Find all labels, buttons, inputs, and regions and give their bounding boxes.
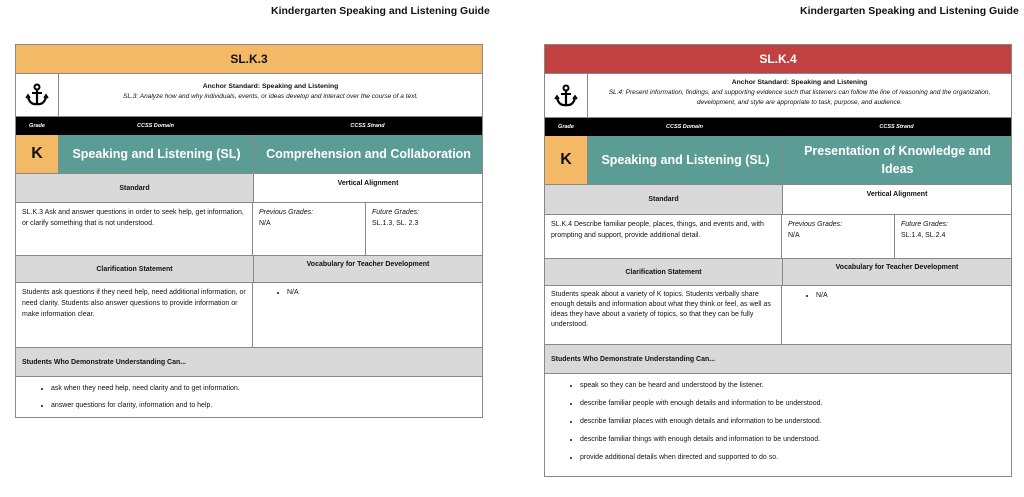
clarification-content-row bbox=[545, 286, 1011, 345]
clarification-content-row bbox=[16, 283, 482, 348]
domain-header: CCSS Domain bbox=[666, 124, 703, 130]
strand-header: CCSS Strand bbox=[350, 123, 385, 129]
standard-code: SL.K.4 bbox=[545, 45, 1011, 74]
future-grades-value: SL.1.4, SL.2.4 bbox=[901, 232, 946, 239]
previous-grades bbox=[782, 215, 895, 258]
ccss-strand: Comprehension and Collaboration bbox=[255, 135, 482, 173]
clarification-header: Clarification Statement bbox=[16, 256, 254, 282]
vertical-alignment-header: Vertical Alignment bbox=[254, 174, 482, 202]
clarification-text: Students ask questions if they need help, need additional information, or need clarity. Students also answer questions to provide information or make information clear. bbox=[16, 283, 253, 347]
anchor-icon bbox=[16, 74, 59, 116]
standard-code: SL.K.3 bbox=[16, 45, 482, 74]
ccss-strand: Presentation of Knowledge and Ideas bbox=[784, 136, 1011, 184]
anchor-description: SL.3: Analyze how and why individuals, events, or ideas develop and interact over the course of a text. bbox=[123, 93, 418, 100]
column-header-row bbox=[545, 118, 1011, 136]
grade-level: K bbox=[16, 135, 59, 173]
page-title-right: Kindergarten Speaking and Listening Guide bbox=[800, 5, 1019, 17]
clarification-text: Students speak about a variety of K topics. Students verbally share enough details and information about what they think or feel, as well as ideas they have about a variety of topics, so that they can be fully understood. bbox=[545, 286, 782, 344]
list-item: • provide additional details when directed and supported to do so. bbox=[580, 454, 1011, 461]
standard-header-row bbox=[16, 174, 482, 203]
previous-grades-label: Previous Grades: bbox=[259, 209, 314, 216]
anchor-row bbox=[16, 74, 482, 117]
future-grades-label: Future Grades: bbox=[901, 221, 949, 228]
ccss-domain: Speaking and Listening (SL) bbox=[59, 135, 255, 173]
standard-text: SL.K.3 Ask and answer questions in order to seek help, get information, or clarify something that is not understood. bbox=[16, 203, 253, 255]
vocabulary-item: • N/A bbox=[287, 287, 476, 298]
strand-header: CCSS Strand bbox=[879, 124, 914, 130]
vocabulary-item: • N/A bbox=[816, 290, 1005, 301]
anchor-title: Anchor Standard: Speaking and Listening bbox=[731, 79, 868, 86]
list-item: • ask when they need help, need clarity and to get information. bbox=[51, 385, 482, 392]
classification-row bbox=[545, 136, 1011, 185]
clarification-header-row bbox=[545, 259, 1011, 286]
domain-header: CCSS Domain bbox=[137, 123, 174, 129]
standard-header: Standard bbox=[545, 185, 783, 214]
previous-grades-value: N/A bbox=[259, 220, 271, 227]
list-item: • describe familiar people with enough details and information to be understood. bbox=[580, 400, 1011, 407]
future-grades-value: SL.1.3, SL. 2.3 bbox=[372, 220, 419, 227]
standard-content-row bbox=[16, 203, 482, 256]
future-grades-label: Future Grades: bbox=[372, 209, 420, 216]
list-item: • answer questions for clarity, information and to help. bbox=[51, 402, 482, 409]
grade-header: Grade bbox=[29, 123, 45, 129]
clarification-header: Clarification Statement bbox=[545, 259, 783, 285]
classification-row bbox=[16, 135, 482, 174]
future-grades bbox=[895, 215, 1011, 258]
anchor-title: Anchor Standard: Speaking and Listening bbox=[202, 83, 339, 90]
demonstrate-list bbox=[16, 377, 482, 409]
list-item: • describe familiar places with enough details and information to be understood. bbox=[580, 418, 1011, 425]
anchor-row bbox=[545, 74, 1011, 118]
previous-grades-value: N/A bbox=[788, 232, 800, 239]
ccss-domain: Speaking and Listening (SL) bbox=[588, 136, 784, 184]
standard-content-row bbox=[545, 215, 1011, 259]
vocabulary-header: Vocabulary for Teacher Development bbox=[783, 259, 1011, 285]
standard-header-row bbox=[545, 185, 1011, 215]
standard-header: Standard bbox=[16, 174, 254, 202]
standard-card-left bbox=[15, 44, 483, 418]
list-item: • describe familiar things with enough details and information to be understood. bbox=[580, 436, 1011, 443]
list-item: • speak so they can be heard and understood by the listener. bbox=[580, 382, 1011, 389]
anchor-description: SL.4: Present information, findings, and supporting evidence such that listeners can follow the line of reasoning and the organization, development, and style are appropriate to task, purpose, and audience. bbox=[608, 89, 991, 106]
clarification-header-row bbox=[16, 256, 482, 283]
vertical-alignment-header: Vertical Alignment bbox=[783, 185, 1011, 214]
future-grades bbox=[366, 203, 482, 255]
standard-card-right bbox=[544, 44, 1012, 477]
vocabulary-header: Vocabulary for Teacher Development bbox=[254, 256, 482, 282]
standard-text: SL.K.4 Describe familiar people, places, things, and events and, with prompting and support, provide additional detail. bbox=[545, 215, 782, 258]
previous-grades bbox=[253, 203, 366, 255]
column-header-row bbox=[16, 117, 482, 135]
grade-header: Grade bbox=[558, 124, 574, 130]
grade-level: K bbox=[545, 136, 588, 184]
previous-grades-label: Previous Grades: bbox=[788, 221, 843, 228]
anchor-icon bbox=[545, 74, 588, 117]
demonstrate-header: Students Who Demonstrate Understanding Can... bbox=[16, 348, 482, 377]
page-title-left: Kindergarten Speaking and Listening Guide bbox=[271, 5, 490, 17]
demonstrate-list bbox=[545, 374, 1011, 461]
demonstrate-header: Students Who Demonstrate Understanding Can... bbox=[545, 345, 1011, 374]
